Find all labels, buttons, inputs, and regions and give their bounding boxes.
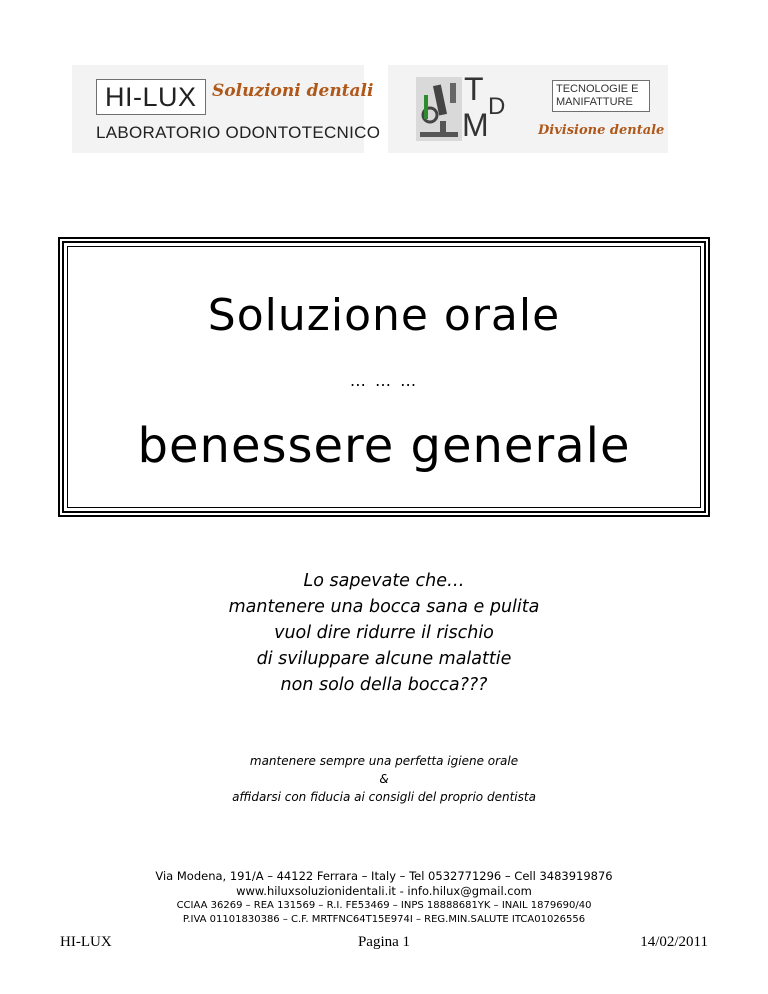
- tmd-logo: [388, 65, 668, 153]
- title-line-2: benessere generale: [137, 418, 631, 474]
- tmd-division: Divisione dentale: [538, 123, 665, 138]
- question-line: di sviluppare alcune malattie: [256, 649, 512, 669]
- page-footer-left: HI-LUX: [60, 934, 112, 950]
- question-line: non solo della bocca???: [280, 675, 488, 695]
- tmd-tagline-line2: MANIFATTURE: [556, 96, 633, 108]
- tmd-letter-m: M: [462, 107, 489, 143]
- title-line-1: Soluzione orale: [207, 290, 561, 341]
- hilux-logo-subtitle: LABORATORIO ODONTOTECNICO: [96, 123, 381, 142]
- question-line: mantenere una bocca sana e pulita: [228, 597, 540, 617]
- hilux-logo-tagline: Soluzioni dentali: [212, 81, 374, 101]
- advice-line: mantenere sempre una perfetta igiene orale: [249, 754, 519, 768]
- footer-address: Via Modena, 191/A – 44122 Ferrara – Italy – Tel 0532771296 – Cell 3483919876: [155, 869, 613, 883]
- microscope-icon: [416, 77, 462, 141]
- tmd-tagline-line1: TECNOLOGIE E: [556, 83, 639, 95]
- footer-fiscal: P.IVA 01101830386 – C.F. MRTFNC64T15E974I – REG.MIN.SALUTE ITCA01026556: [182, 914, 586, 925]
- question-line: Lo sapevate che…: [303, 571, 465, 591]
- advice-line: &: [379, 772, 389, 786]
- tmd-tagline-box: [552, 80, 650, 112]
- page-footer-date: 14/02/2011: [640, 934, 708, 950]
- tmd-letter-t: T: [464, 71, 484, 107]
- question-line: vuol dire ridurre il rischio: [274, 623, 494, 643]
- title-ellipsis: … … …: [349, 371, 419, 390]
- hilux-logo-name: HI-LUX: [96, 79, 206, 115]
- footer-registry: CCIAA 36269 – REA 131569 – R.I. FE53469 – INPS 18888681YK – INAIL 1879690/40: [176, 900, 592, 911]
- hilux-logo: [72, 65, 381, 153]
- advice-line: affidarsi con fiducia ai consigli del proprio dentista: [232, 790, 536, 804]
- footer-web: www.hiluxsoluzionidentali.it - info.hilux@gmail.com: [236, 884, 532, 898]
- page-number: Pagina 1: [357, 934, 411, 950]
- tmd-letter-d: D: [488, 93, 506, 120]
